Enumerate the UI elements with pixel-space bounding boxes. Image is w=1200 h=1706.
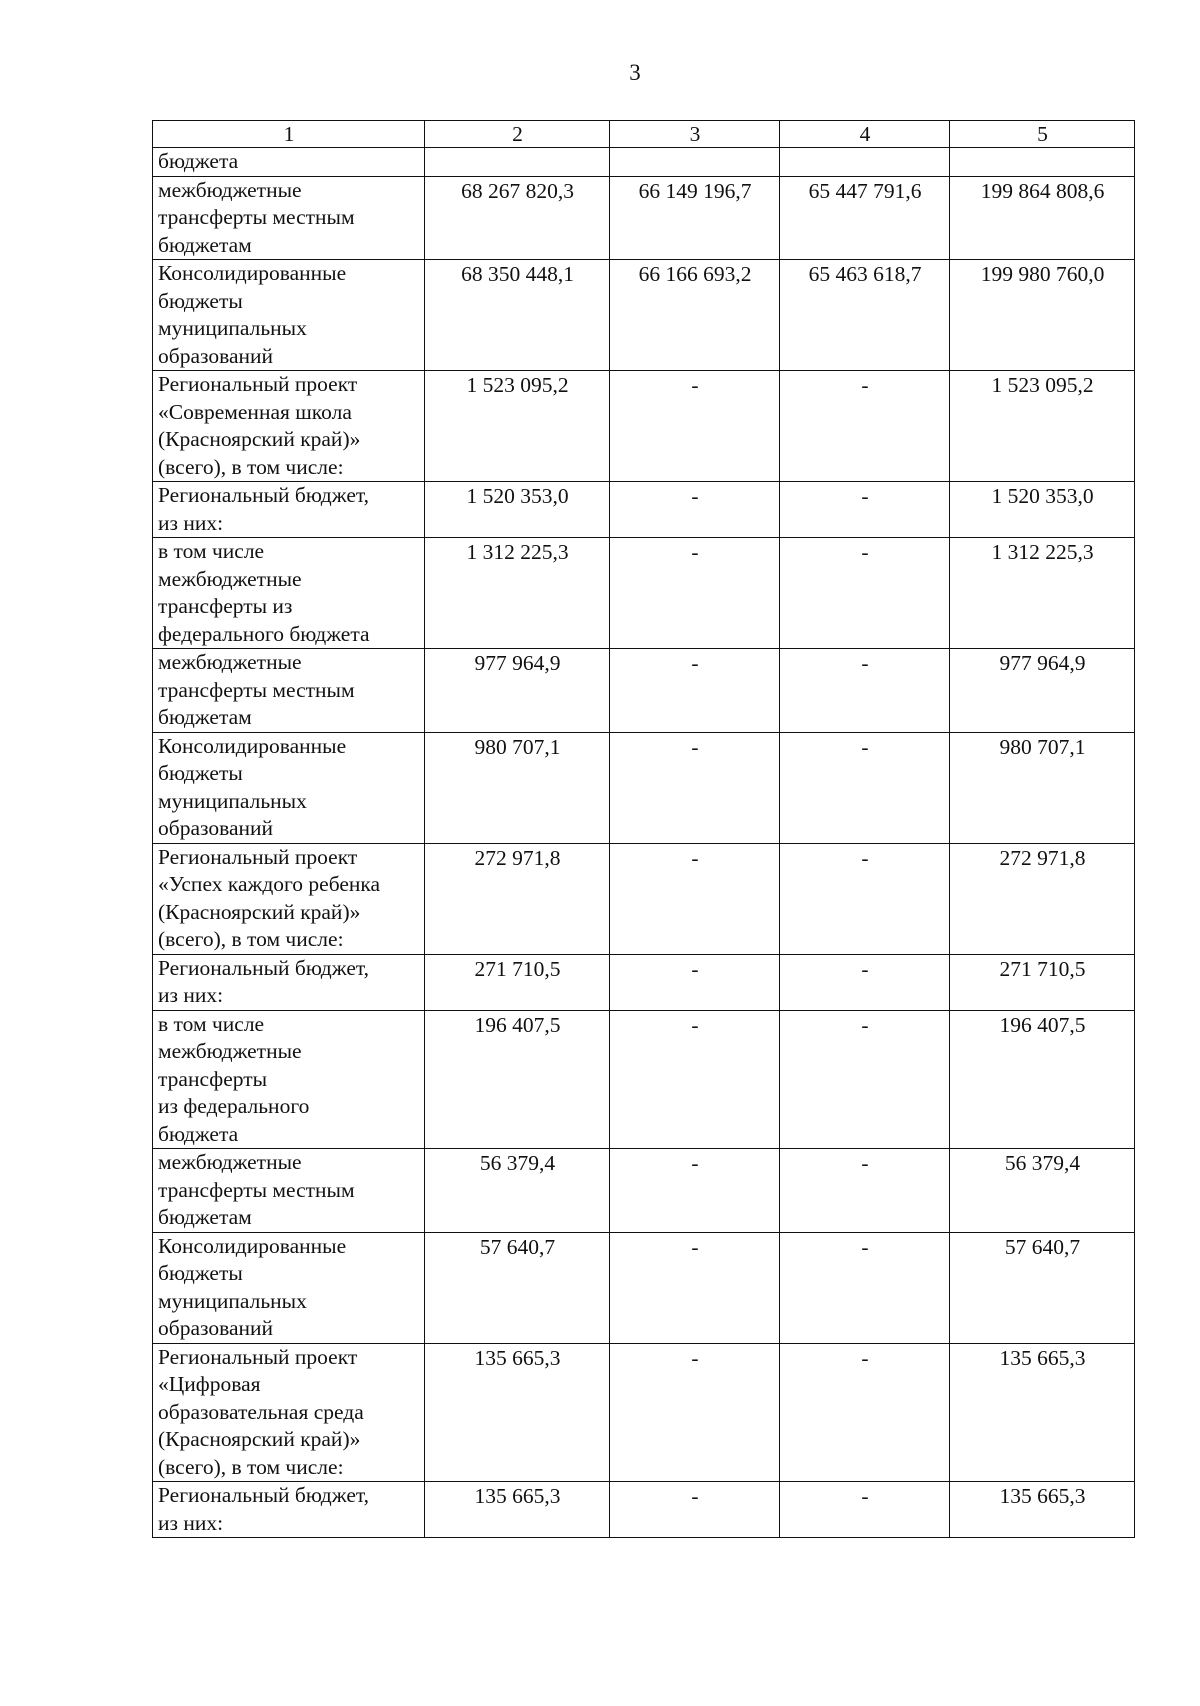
column-header-4: 4 — [780, 121, 950, 148]
value-cell-col-4: - — [780, 843, 950, 954]
value-cell-col-3: - — [610, 1232, 780, 1343]
value-cell-col-3: - — [610, 1010, 780, 1149]
value-cell-col-3: 66 166 693,2 — [610, 260, 780, 371]
value-cell-col-4: - — [780, 538, 950, 649]
table-row — [153, 538, 1135, 649]
row-label-cell: Консолидированные бюджеты муниципальных образований — [153, 732, 425, 843]
value-cell-col-5: 57 640,7 — [950, 1232, 1135, 1343]
value-cell-col-4: 65 447 791,6 — [780, 176, 950, 260]
table-row — [153, 1010, 1135, 1149]
row-label-cell: бюджета — [153, 148, 425, 177]
table-row — [153, 1232, 1135, 1343]
value-cell-col-2: 1 523 095,2 — [425, 371, 610, 482]
table-row — [153, 1482, 1135, 1538]
value-cell-col-2: 271 710,5 — [425, 954, 610, 1010]
row-label-cell: Региональный проект «Цифровая образовательная среда (Красноярский край)» (всего), в том числе: — [153, 1343, 425, 1482]
table-row — [153, 148, 1135, 177]
value-cell-col-4: - — [780, 954, 950, 1010]
value-cell-col-4: - — [780, 1343, 950, 1482]
value-cell-col-3: - — [610, 482, 780, 538]
value-cell-col-2: 56 379,4 — [425, 1149, 610, 1233]
row-label-cell: межбюджетные трансферты местным бюджетам — [153, 649, 425, 733]
value-cell-col-2 — [425, 148, 610, 177]
value-cell-col-3: - — [610, 1149, 780, 1233]
row-label-cell: в том числе межбюджетные трансферты из федерального бюджета — [153, 1010, 425, 1149]
value-cell-col-4 — [780, 148, 950, 177]
value-cell-col-3: - — [610, 732, 780, 843]
value-cell-col-5: 272 971,8 — [950, 843, 1135, 954]
row-label-cell: Консолидированные бюджеты муниципальных образований — [153, 260, 425, 371]
table-row — [153, 176, 1135, 260]
value-cell-col-4: - — [780, 649, 950, 733]
value-cell-col-5: 977 964,9 — [950, 649, 1135, 733]
table-body — [153, 148, 1135, 1538]
table-row — [153, 649, 1135, 733]
value-cell-col-2: 272 971,8 — [425, 843, 610, 954]
value-cell-col-3 — [610, 148, 780, 177]
value-cell-col-4: - — [780, 482, 950, 538]
value-cell-col-4: - — [780, 1482, 950, 1538]
value-cell-col-5: 1 523 095,2 — [950, 371, 1135, 482]
value-cell-col-3: - — [610, 538, 780, 649]
value-cell-col-2: 1 312 225,3 — [425, 538, 610, 649]
header-row — [153, 121, 1135, 148]
value-cell-col-4: - — [780, 1010, 950, 1149]
value-cell-col-2: 57 640,7 — [425, 1232, 610, 1343]
value-cell-col-2: 977 964,9 — [425, 649, 610, 733]
value-cell-col-5 — [950, 148, 1135, 177]
row-label-cell: Региональный бюджет, из них: — [153, 482, 425, 538]
value-cell-col-5: 1 312 225,3 — [950, 538, 1135, 649]
value-cell-col-5: 135 665,3 — [950, 1343, 1135, 1482]
value-cell-col-5: 199 864 808,6 — [950, 176, 1135, 260]
value-cell-col-2: 68 350 448,1 — [425, 260, 610, 371]
value-cell-col-5: 196 407,5 — [950, 1010, 1135, 1149]
value-cell-col-4: - — [780, 371, 950, 482]
page-number: 3 — [629, 60, 641, 85]
value-cell-col-4: - — [780, 732, 950, 843]
column-header-1: 1 — [153, 121, 425, 148]
column-header-3: 3 — [610, 121, 780, 148]
table-row — [153, 260, 1135, 371]
value-cell-col-5: 135 665,3 — [950, 1482, 1135, 1538]
value-cell-col-2: 980 707,1 — [425, 732, 610, 843]
row-label-cell: в том числе межбюджетные трансферты из федерального бюджета — [153, 538, 425, 649]
value-cell-col-3: - — [610, 843, 780, 954]
column-header-2: 2 — [425, 121, 610, 148]
table-header — [153, 121, 1135, 148]
value-cell-col-3: - — [610, 1482, 780, 1538]
table-row — [153, 954, 1135, 1010]
value-cell-col-2: 1 520 353,0 — [425, 482, 610, 538]
value-cell-col-3: - — [610, 954, 780, 1010]
row-label-cell: Региональный бюджет, из них: — [153, 954, 425, 1010]
value-cell-col-5: 199 980 760,0 — [950, 260, 1135, 371]
value-cell-col-2: 135 665,3 — [425, 1482, 610, 1538]
row-label-cell: Региональный проект «Современная школа (Красноярский край)» (всего), в том числе: — [153, 371, 425, 482]
value-cell-col-4: 65 463 618,7 — [780, 260, 950, 371]
table-row — [153, 1343, 1135, 1482]
row-label-cell: Консолидированные бюджеты муниципальных образований — [153, 1232, 425, 1343]
column-header-5: 5 — [950, 121, 1135, 148]
value-cell-col-2: 68 267 820,3 — [425, 176, 610, 260]
value-cell-col-5: 56 379,4 — [950, 1149, 1135, 1233]
value-cell-col-4: - — [780, 1232, 950, 1343]
value-cell-col-4: - — [780, 1149, 950, 1233]
budget-table — [152, 120, 1135, 1538]
value-cell-col-2: 135 665,3 — [425, 1343, 610, 1482]
value-cell-col-3: 66 149 196,7 — [610, 176, 780, 260]
value-cell-col-3: - — [610, 371, 780, 482]
row-label-cell: Региональный бюджет, из них: — [153, 1482, 425, 1538]
value-cell-col-3: - — [610, 649, 780, 733]
row-label-cell: межбюджетные трансферты местным бюджетам — [153, 1149, 425, 1233]
value-cell-col-5: 980 707,1 — [950, 732, 1135, 843]
table-row — [153, 843, 1135, 954]
row-label-cell: Региональный проект «Успех каждого ребенка (Красноярский край)» (всего), в том числе: — [153, 843, 425, 954]
value-cell-col-5: 271 710,5 — [950, 954, 1135, 1010]
value-cell-col-2: 196 407,5 — [425, 1010, 610, 1149]
table-row — [153, 1149, 1135, 1233]
table-row — [153, 482, 1135, 538]
value-cell-col-3: - — [610, 1343, 780, 1482]
table-row — [153, 732, 1135, 843]
value-cell-col-5: 1 520 353,0 — [950, 482, 1135, 538]
row-label-cell: межбюджетные трансферты местным бюджетам — [153, 176, 425, 260]
table-row — [153, 371, 1135, 482]
